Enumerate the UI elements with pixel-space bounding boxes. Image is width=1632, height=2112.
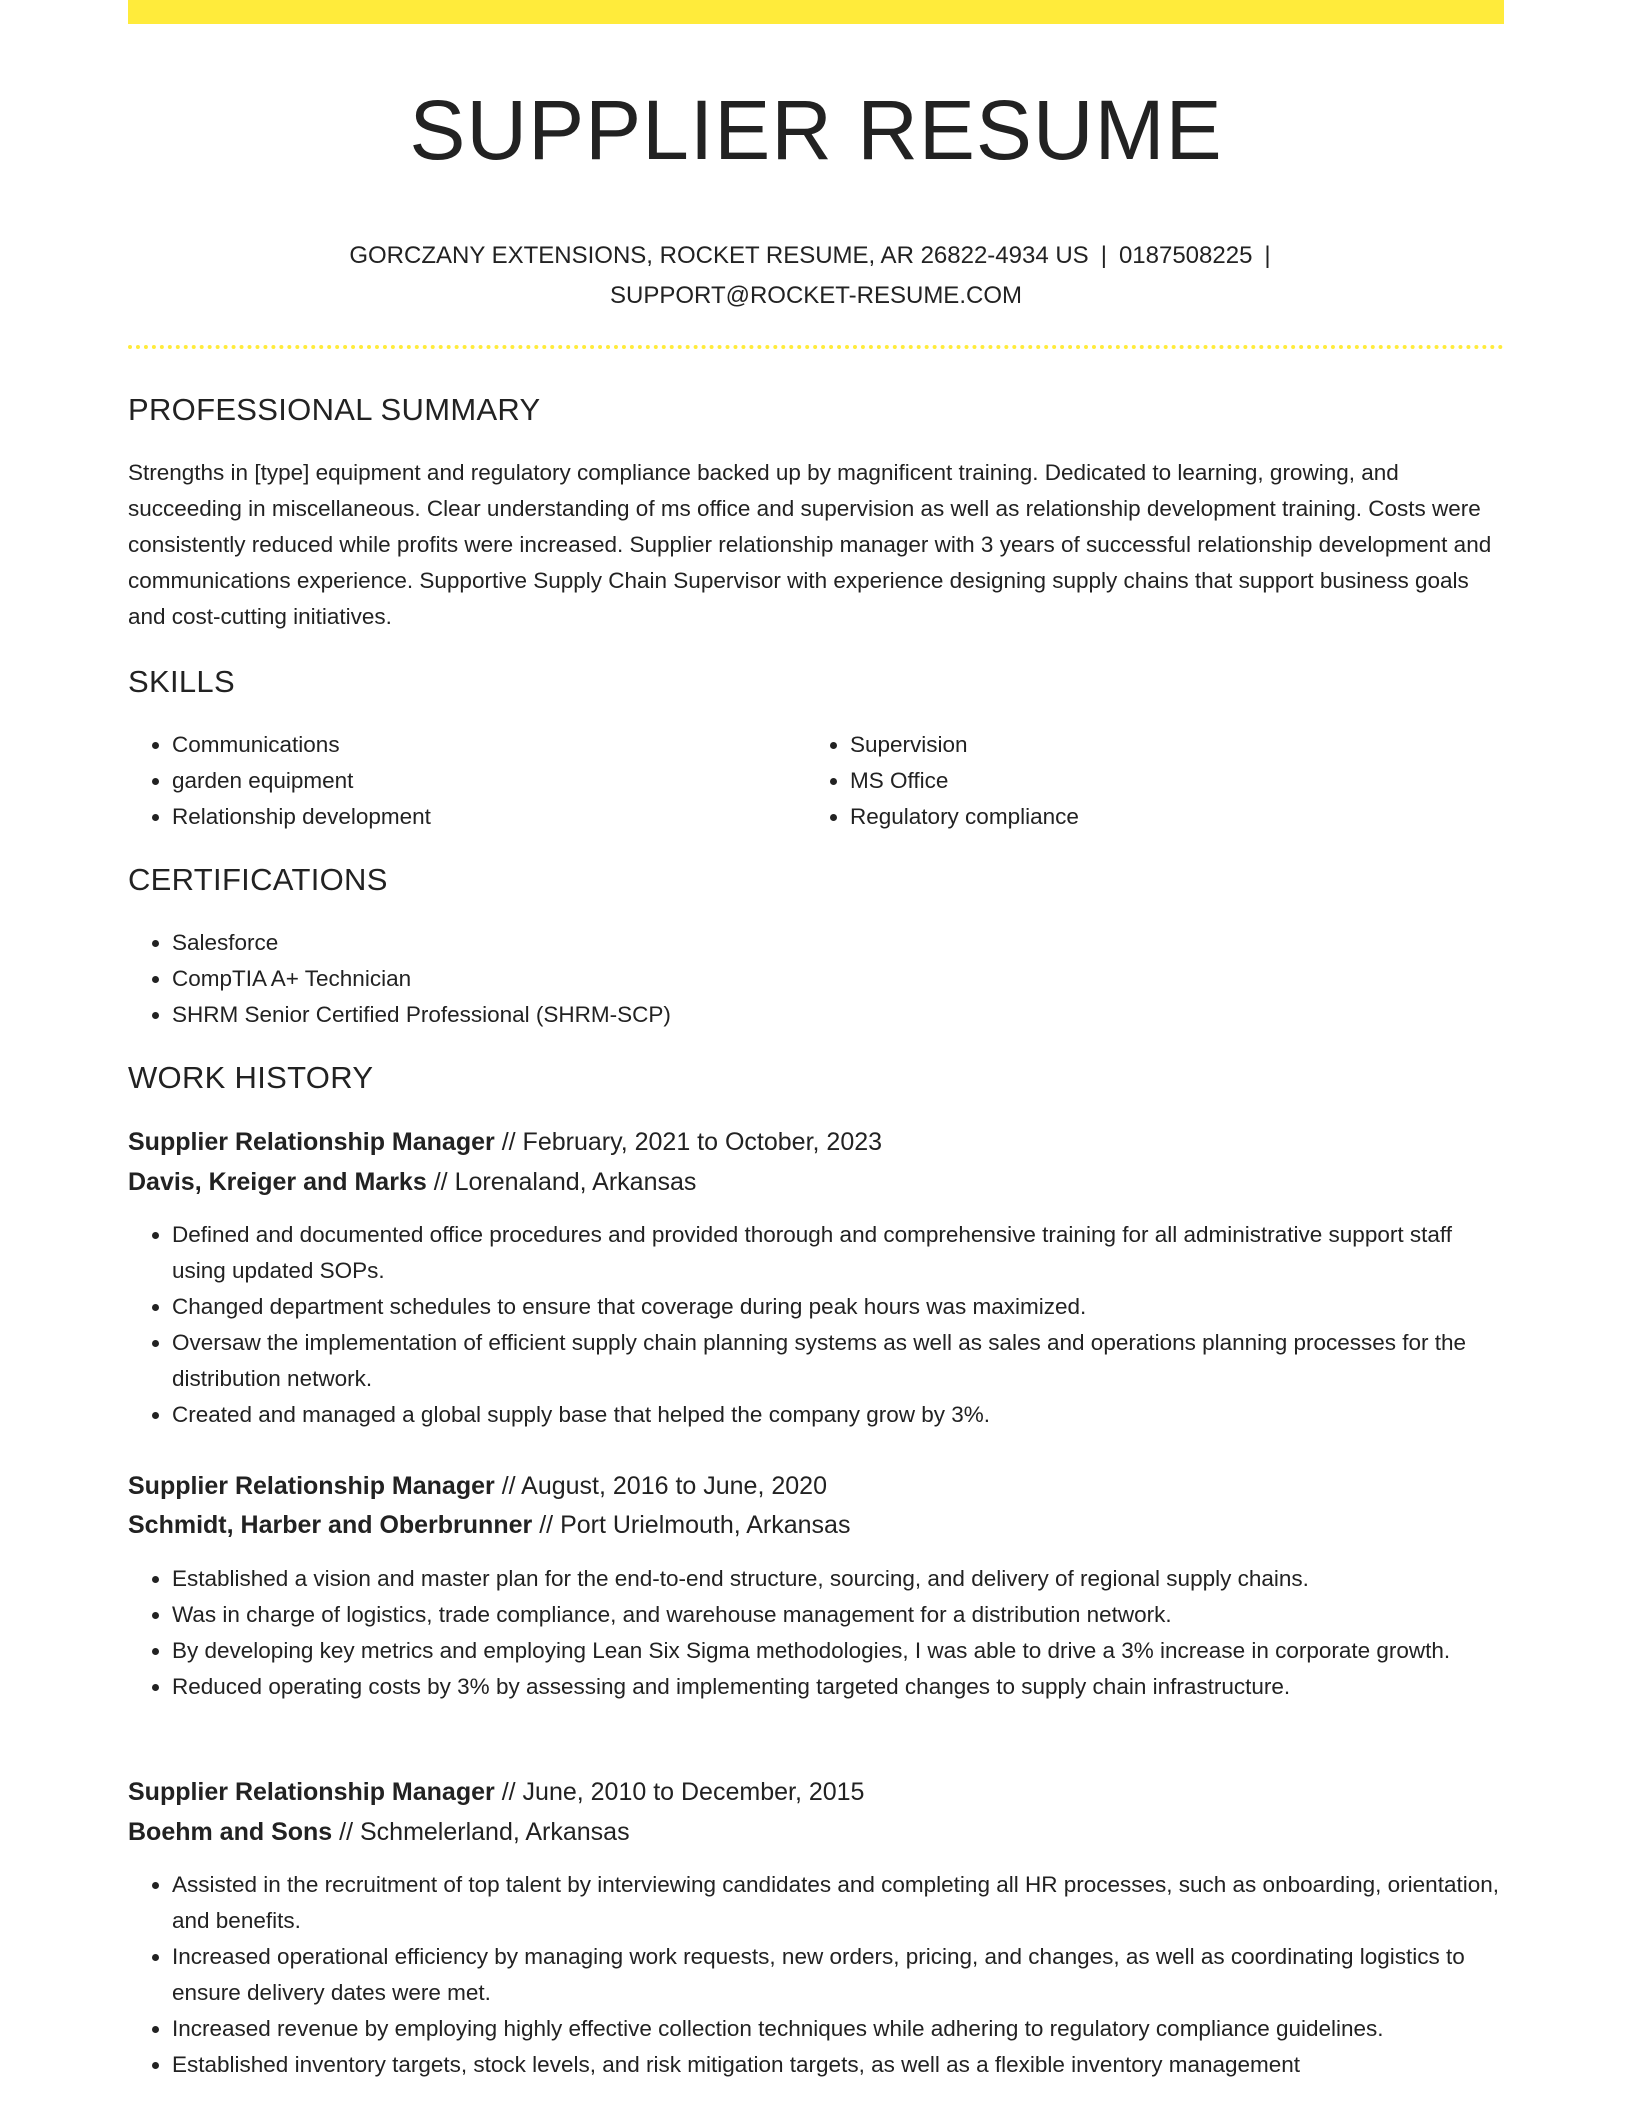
job-bullets (128, 1561, 1504, 1705)
delimiter: // (539, 1511, 554, 1539)
job-company: Boehm and Sons (128, 1818, 333, 1846)
skill-item: • garden equipment (172, 763, 772, 799)
skills-list-left (128, 727, 772, 835)
header-divider (128, 345, 1504, 349)
summary-heading: PROFESSIONAL SUMMARY (128, 392, 541, 427)
job-title-line (128, 1774, 864, 1810)
top-accent-bar (128, 0, 1504, 24)
job-location: Lorenaland, Arkansas (454, 1168, 697, 1196)
skill-item: • Regulatory compliance (850, 799, 1450, 835)
contact-email[interactable]: SUPPORT@ROCKET-RESUME.COM (610, 282, 1022, 309)
job-bullet: • Increased revenue by employing highly effective collection techniques while adhering to regulatory compliance guidelines. (172, 2011, 1504, 2047)
contact-separator: | (1264, 242, 1271, 269)
job-company-line (128, 1814, 630, 1850)
job-bullet: • Reduced operating costs by 3% by assessing and implementing targeted changes to supply chain infrastructure. (172, 1669, 1504, 1705)
delimiter: // (501, 1472, 516, 1500)
job-bullet: • Established a vision and master plan for the end-to-end structure, sourcing, and delivery of regional supply chains. (172, 1561, 1504, 1597)
job-company: Davis, Kreiger and Marks (128, 1168, 427, 1196)
contact-info (128, 236, 1504, 316)
contact-phone: 0187508225 (1118, 242, 1253, 269)
job-bullet: • Created and managed a global supply base that helped the company grow by 3%. (172, 1397, 1504, 1433)
job-dates: February, 2021 to October, 2023 (522, 1128, 883, 1156)
job-company-line (128, 1164, 696, 1200)
work-history-heading: WORK HISTORY (128, 1060, 374, 1095)
job-dates: August, 2016 to June, 2020 (521, 1472, 827, 1500)
delimiter: // (339, 1818, 354, 1846)
contact-separator: | (1100, 242, 1107, 269)
job-bullet: • Oversaw the implementation of efficient supply chain planning systems as well as sales and operations planning processes for the distribution network. (172, 1325, 1504, 1397)
job-bullet: • Increased operational efficiency by managing work requests, new orders, pricing, and changes, as well as coordinating logistics to ensure delivery dates were met. (172, 1939, 1504, 2011)
job-bullet: • By developing key metrics and employing Lean Six Sigma methodologies, I was able to drive a 3% increase in corporate growth. (172, 1633, 1504, 1669)
job-role: Supplier Relationship Manager (128, 1778, 495, 1806)
skill-item: • MS Office (850, 763, 1450, 799)
job-bullet: • Defined and documented office procedures and provided thorough and comprehensive training for all administrative support staff using updated SOPs. (172, 1217, 1504, 1289)
delimiter: // (501, 1778, 516, 1806)
certifications-list (128, 925, 1472, 1033)
resume-title: SUPPLIER RESUME (409, 83, 1223, 177)
skills-heading: SKILLS (128, 664, 235, 699)
job-bullet: • Was in charge of logistics, trade compliance, and warehouse management for a distribution network. (172, 1597, 1504, 1633)
job-company: Schmidt, Harber and Oberbrunner (128, 1511, 533, 1539)
job-role: Supplier Relationship Manager (128, 1128, 495, 1156)
job-dates: June, 2010 to December, 2015 (522, 1778, 865, 1806)
job-bullet: • Established inventory targets, stock levels, and risk mitigation targets, as well as a flexible inventory management (172, 2047, 1504, 2083)
skill-item: • Supervision (850, 727, 1450, 763)
summary-text: Strengths in [type] equipment and regulatory compliance backed up by magnificent training. Dedicated to learning, growing, and succeeding in miscellaneous. Clear understanding of ms office and supervision as well as relationship development training. Costs were consistently reduced while profits were increased. Supplier relationship manager with 3 years of successful relationship development and communications experience. Supportive Supply Chain Supervisor with experience designing supply chains that support business goals and cost-cutting initiatives. (128, 460, 1492, 629)
delimiter: // (501, 1128, 516, 1156)
job-role: Supplier Relationship Manager (128, 1472, 495, 1500)
job-bullets (128, 1867, 1504, 2083)
job-location: Schmelerland, Arkansas (360, 1818, 630, 1846)
job-title-line (128, 1468, 827, 1504)
skills-list-right (806, 727, 1450, 835)
delimiter: // (433, 1168, 448, 1196)
certification-item: • CompTIA A+ Technician (172, 961, 1472, 997)
job-company-line (128, 1507, 850, 1543)
job-bullets (128, 1217, 1504, 1433)
job-title-line (128, 1124, 882, 1160)
certifications-heading: CERTIFICATIONS (128, 862, 388, 897)
certification-item: • Salesforce (172, 925, 1472, 961)
contact-address: GORCZANY EXTENSIONS, ROCKET RESUME, AR 26822-4934 US (349, 242, 1089, 269)
certification-item: • SHRM Senior Certified Professional (SHRM-SCP) (172, 997, 1472, 1033)
job-location: Port Urielmouth, Arkansas (560, 1511, 851, 1539)
skill-item: • Communications (172, 727, 772, 763)
job-bullet: • Assisted in the recruitment of top talent by interviewing candidates and completing all HR processes, such as onboarding, orientation, and benefits. (172, 1867, 1504, 1939)
skill-item: • Relationship development (172, 799, 772, 835)
job-bullet: • Changed department schedules to ensure that coverage during peak hours was maximized. (172, 1289, 1504, 1325)
